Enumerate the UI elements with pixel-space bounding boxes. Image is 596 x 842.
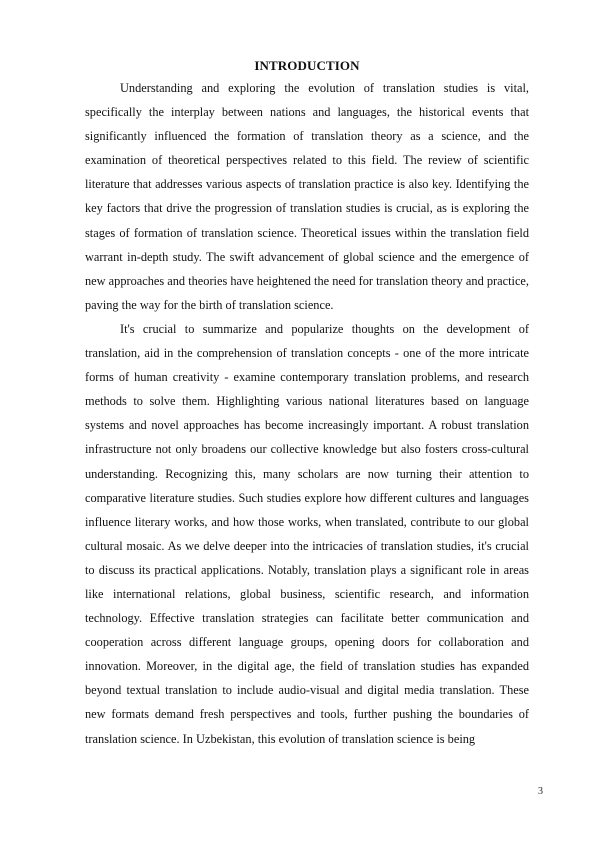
page-number: 3: [538, 786, 543, 797]
body-paragraph-1: Understanding and exploring the evolution of translation studies is vital, specifically the interplay between nations and languages, the historical events that significantly influenced the formation of translation theory as a science, and the examination of theoretical perspectives related to this field. The review of scientific literature that addresses various aspects of translation practice is also key. Identifying the key factors that drive the progression of translation studies is crucial, as is exploring the stages of formation of translation science. Theoretical issues within the translation field warrant in-depth study. The swift advancement of global science and the emergence of new approaches and theories have heightened the need for translation theory and practice, paving the way for the birth of translation science.: [85, 81, 529, 312]
page-content: [85, 58, 529, 751]
body-paragraph-2: It's crucial to summarize and popularize thoughts on the development of translation, aid in the comprehension of translation concepts - one of the more intricate forms of human creativity - examine contemporary translation problems, and research methods to solve them. Highlighting various national literatures based on language systems and novel approaches has become increasingly important. A robust translation infrastructure not only broadens our collective knowledge but also fosters cross-cultural understanding. Recognizing this, many scholars are now turning their attention to comparative literature studies. Such studies explore how different cultures and languages influence literary works, and how those works, when translated, contribute to our global cultural mosaic. As we delve deeper into the intricacies of translation studies, it's crucial to discuss its practical applications. Notably, translation plays a significant role in areas like international relations, global business, scientific research, and information technology. Effective translation strategies can facilitate better communication and cooperation across different language groups, opening doors for collaboration and innovation. Moreover, in the digital age, the field of translation studies has expanded beyond textual translation to include audio-visual and digital media translation. These new formats demand fresh perspectives and tools, further pushing the boundaries of translation science. In Uzbekistan, this evolution of translation science is being: [85, 321, 529, 746]
section-title: INTRODUCTION: [254, 58, 360, 73]
